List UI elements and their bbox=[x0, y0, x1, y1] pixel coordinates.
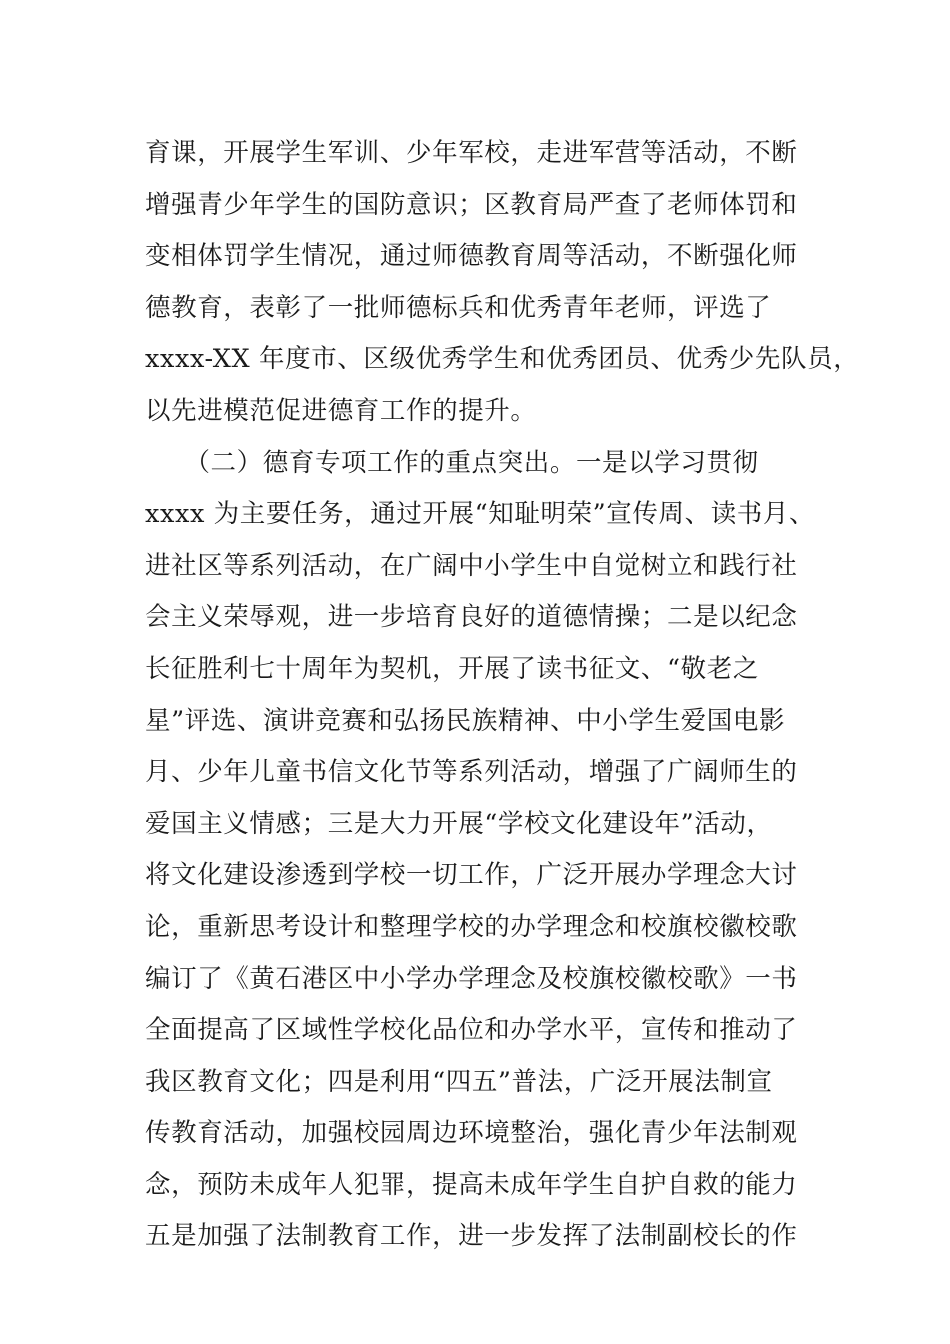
text-line: 德教育，表彰了一批师德标兵和优秀青年老师，评选了 bbox=[145, 292, 772, 323]
text-line: 念，预防未成年人犯罪，提高未成年学生自护自救的能力 bbox=[145, 1169, 798, 1200]
text-line: 五是加强了法制教育工作，进一步发挥了法制副校长的作 bbox=[145, 1221, 798, 1252]
text-line: 传教育活动，加强校园周边环境整治，强化青少年法制观 bbox=[145, 1118, 798, 1149]
text-line: xxxx-XX 年度市、区级优秀学生和优秀团员、优秀少先队员， bbox=[145, 344, 860, 375]
text-line: 爱国主义情感；三是大力开展“学校文化建设年”活动， bbox=[145, 808, 773, 839]
text-line: 将文化建设渗透到学校一切工作，广泛开展办学理念大讨 bbox=[145, 860, 798, 891]
body-text bbox=[145, 128, 860, 1263]
text-line: 育课，开展学生军训、少年军校，走进军营等活动，不断 bbox=[145, 138, 798, 168]
text-line: （二）德育专项工作的重点突出。一是以学习贯彻 bbox=[145, 447, 759, 478]
text-line: 编订了《黄石港区中小学办学理念及校旗校徽校歌》一书 bbox=[145, 963, 798, 994]
text-line: 以先进模范促进德育工作的提升。 bbox=[145, 395, 537, 426]
text-line: 星”评选、演讲竞赛和弘扬民族精神、中小学生爱国电影 bbox=[145, 705, 786, 736]
text-line: xxxx 为主要任务，通过开展“知耻明荣”宣传周、读书月、 bbox=[145, 499, 816, 530]
text-line: 论，重新思考设计和整理学校的办学理念和校旗校徽校歌 bbox=[145, 911, 798, 942]
text-line: 会主义荣辱观，进一步培育良好的道德情操；二是以纪念 bbox=[145, 602, 798, 633]
text-line: 月、少年儿童书信文化节等系列活动，增强了广阔师生的 bbox=[145, 757, 798, 788]
text-line: 全面提高了区域性学校化品位和办学水平，宣传和推动了 bbox=[145, 1015, 798, 1046]
text-line: 长征胜利七十周年为契机，开展了读书征文、“敬老之 bbox=[145, 653, 759, 684]
text-line: 变相体罚学生情况，通过师德教育周等活动，不断强化师 bbox=[145, 241, 798, 272]
text-line: 增强青少年学生的国防意识；区教育局严查了老师体罚和 bbox=[145, 189, 798, 220]
text-line: 我区教育文化；四是利用“四五”普法，广泛开展法制宣 bbox=[145, 1066, 773, 1097]
text-line: 进社区等系列活动，在广阔中小学生中自觉树立和践行社 bbox=[145, 550, 798, 581]
